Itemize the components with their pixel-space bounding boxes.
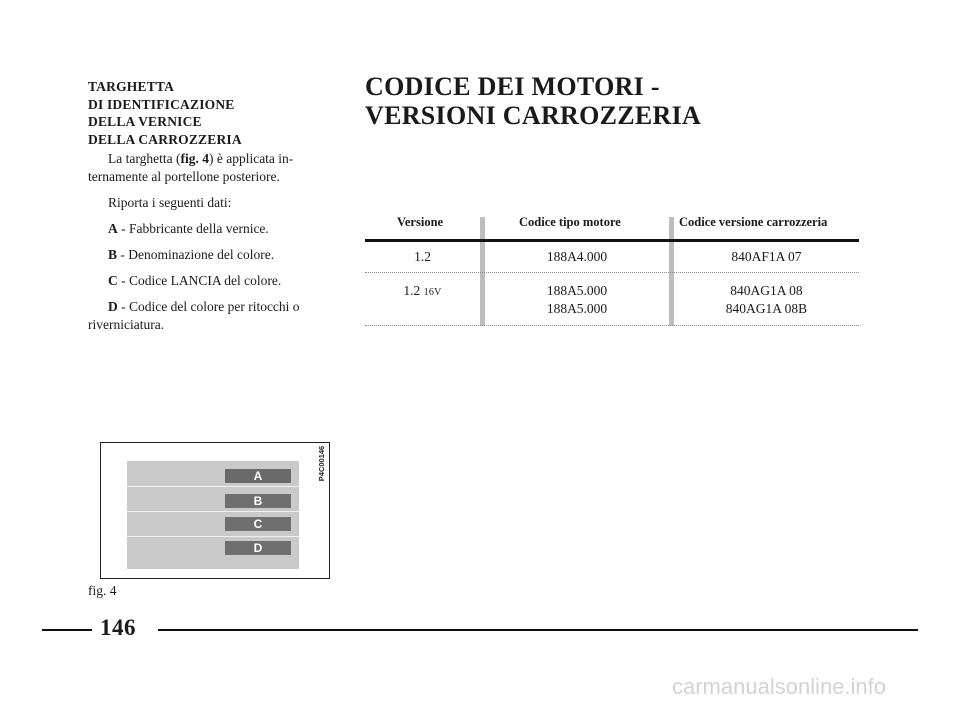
- list-item-a: [88, 220, 343, 238]
- plate-label-a: A: [225, 469, 291, 483]
- row-separator: [365, 325, 859, 326]
- list-item-d: [88, 298, 343, 334]
- cell-carrozzeria: 840AG1A 08 840AG1A 08B: [725, 283, 808, 316]
- heading-line: DELLA VERNICE: [88, 114, 202, 129]
- item-key: D: [108, 299, 118, 314]
- list-item-c: [88, 272, 343, 290]
- intro-paragraph: [88, 150, 343, 186]
- header-codice-carrozzeria: Codice versione carrozzeria: [679, 215, 828, 229]
- header-codice-motore: Codice tipo motore: [519, 215, 621, 229]
- heading-line: DI IDENTIFICAZIONE: [88, 96, 235, 112]
- figure-caption: fig. 4: [88, 583, 117, 598]
- plate-label-d: D: [225, 541, 291, 555]
- watermark: carmanualsonline.info: [672, 674, 887, 699]
- intro-text: ) è applicata in-ternamente al portellone posteriore.: [88, 151, 294, 184]
- heading-line: TARGHETTA: [88, 79, 175, 94]
- item-text: - Denominazione del colore.: [117, 247, 275, 262]
- heading-line: DELLA CARROZZERIA: [88, 131, 242, 147]
- item-text: - Codice del colore per ritocchi o riverniciatura.: [88, 299, 300, 332]
- cell-versione: 1.2: [414, 249, 431, 264]
- cell-versione: 1.2 16V: [403, 283, 442, 298]
- table-row: [365, 273, 859, 326]
- plate-divider: [127, 486, 299, 487]
- figure-reference: fig. 4: [180, 151, 209, 166]
- table-header: [365, 213, 859, 241]
- plate-label-b: B: [225, 494, 291, 508]
- header-versione: Versione: [397, 215, 444, 229]
- item-key: B: [108, 247, 118, 262]
- cell-motore: 188A4.000: [546, 249, 608, 264]
- footer-rule: [158, 629, 918, 631]
- paint-plate-illustration: [127, 461, 299, 569]
- table-row: [365, 241, 859, 273]
- page-number: 146: [100, 615, 136, 640]
- plate-label-c: C: [225, 517, 291, 531]
- intro-text: La targhetta (: [108, 151, 181, 166]
- list-item-b: [88, 246, 343, 264]
- item-text: - Fabbricante della vernice.: [117, 221, 269, 236]
- paint-plate-figure: [100, 442, 330, 579]
- plate-divider: [127, 536, 299, 537]
- item-key: C: [108, 273, 118, 288]
- item-text: - Codice LANCIA del colore.: [117, 273, 282, 288]
- section-heading: [88, 78, 343, 148]
- paint-plate-section: [88, 78, 343, 334]
- title-line: CODICE DEI MOTORI -: [365, 72, 660, 101]
- plate-divider: [127, 511, 299, 512]
- list-intro: Riporta i seguenti dati:: [108, 195, 232, 210]
- cell-carrozzeria: 840AF1A 07: [731, 249, 802, 264]
- title-line: VERSIONI CARROZZERIA: [365, 101, 702, 130]
- footer-rule: [42, 629, 92, 631]
- engine-codes-table: [365, 213, 859, 326]
- cell-motore: 188A5.000 188A5.000: [546, 283, 608, 316]
- item-key: A: [108, 221, 118, 236]
- figure-code: P4C00146: [317, 445, 327, 482]
- page-title: [365, 72, 701, 130]
